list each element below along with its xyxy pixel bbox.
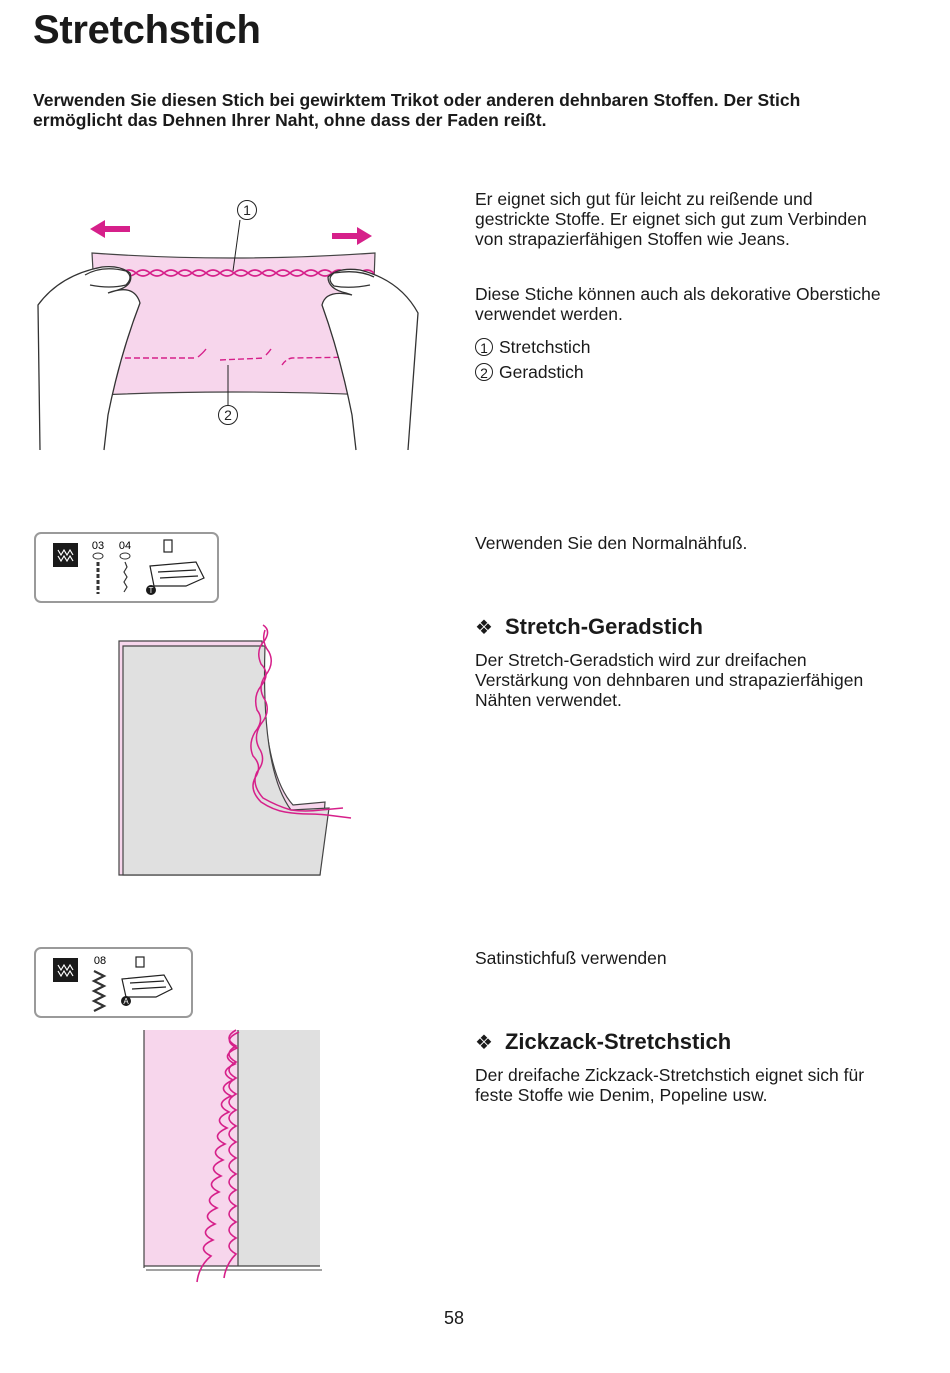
svg-text:T: T — [148, 586, 154, 595]
legend-item-stretchstich — [475, 337, 590, 357]
diamond-bullet-icon: ❖ — [475, 1031, 493, 1054]
legend-item-geradstich — [475, 362, 584, 382]
callout-2-label: 2 — [224, 407, 232, 423]
heading-stretch-geradstich: ❖ Stretch-Geradstich — [475, 614, 703, 639]
section3-foot-text: Satinstichfuß verwenden — [475, 948, 667, 968]
section1-para2: Diese Stiche können auch als dekorative Oberstiche verwendet werden. — [475, 284, 881, 324]
legend-number: 2 — [475, 363, 493, 381]
stitch-setting-box-2 — [34, 947, 193, 1018]
pull-right-arrow-icon — [332, 227, 372, 245]
legend-label: Stretchstich — [499, 337, 591, 357]
diamond-bullet-icon: ❖ — [475, 616, 493, 639]
stretch-fabric-illustration — [30, 185, 430, 460]
pull-left-arrow-icon — [90, 220, 130, 238]
legend-label: Geradstich — [499, 362, 584, 382]
stitch-setting-box-1 — [34, 532, 219, 603]
svg-text:08: 08 — [93, 955, 107, 967]
section1-para1: Er eignet sich gut für leicht zu reißende und gestrickte Stoffe. Er eignet sich gut zum Verbinden von strapazierfähigen Stoffen wie Jeans. — [475, 189, 867, 249]
zigzag-seam-illustration — [140, 1028, 325, 1283]
section3-body: Der dreifache Zickzack-Stretchstich eignet sich für feste Stoffe wie Denim, Popeline usw. — [475, 1065, 865, 1105]
svg-text:04: 04 — [118, 540, 132, 552]
stitch-selector-icon — [53, 543, 78, 567]
satin-foot-icon — [122, 957, 172, 997]
callout-1-label: 1 — [243, 202, 251, 218]
svg-text:03: 03 — [91, 540, 105, 552]
section2-body: Der Stretch-Geradstich wird zur dreifachen Verstärkung von dehnbaren und strapazierfähigen Nähten verwendet. — [475, 650, 864, 710]
stitch-selector-icon — [53, 958, 78, 982]
heading-zickzack-stretchstich: ❖ Zickzack-Stretchstich — [475, 1029, 732, 1054]
stretch-stitch-icon — [124, 562, 127, 592]
page-title: Stretchstich — [33, 8, 261, 52]
zigzag-stitch-icon — [94, 971, 104, 1011]
intro-text: Verwenden Sie diesen Stich bei gewirktem Trikot oder anderen dehnbaren Stoffen. Der Stich ermöglicht das Dehnen Ihrer Naht, ohne dass der Faden reißt. — [33, 90, 801, 130]
section2-foot-text: Verwenden Sie den Normalnähfuß. — [475, 533, 748, 553]
svg-text:A: A — [123, 997, 129, 1006]
stretch-straight-seam-illustration — [115, 620, 360, 880]
legend-number: 1 — [475, 338, 493, 356]
page-number: 58 — [443, 1308, 465, 1328]
presser-foot-icon — [150, 540, 204, 586]
